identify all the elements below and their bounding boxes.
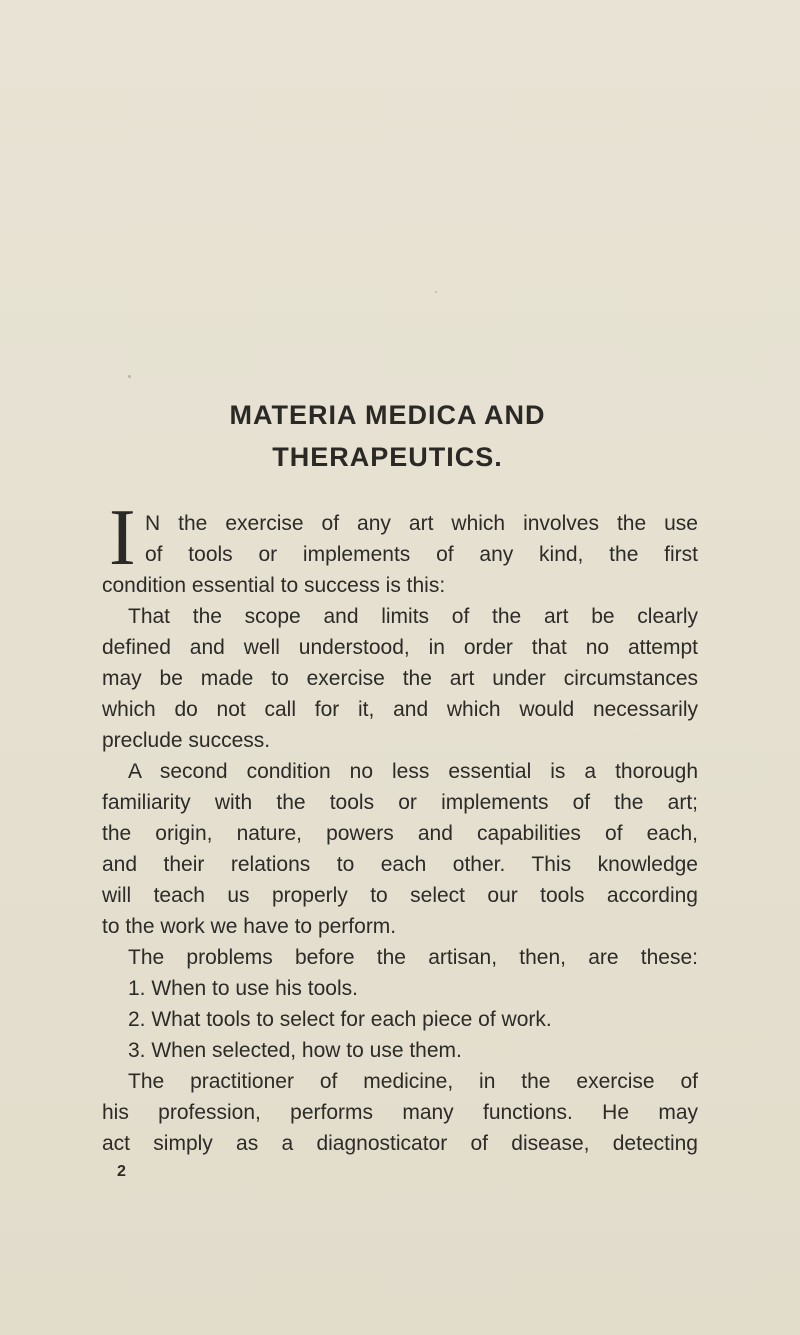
list-item: 3. When selected, how to use them. [128, 1039, 462, 1062]
text-line: condition essential to success is this: [102, 574, 446, 597]
text-line: The problems before the artisan, then, are these: [128, 946, 698, 969]
text-line: act simply as a diagnosticator of disease, detecting [102, 1132, 698, 1155]
text-line: familiarity with the tools or implements of the art; [102, 791, 698, 814]
text-line: That the scope and limits of the art be clearly [128, 605, 698, 628]
list-item: 2. What tools to select for each piece of work. [128, 1008, 552, 1031]
text-line: the origin, nature, powers and capabilities of each, [102, 822, 698, 845]
text-line: which do not call for it, and which would necessarily [102, 698, 698, 721]
text-line: his profession, performs many functions. He may [102, 1101, 698, 1124]
chapter-title-line-1: MATERIA MEDICA AND [229, 400, 546, 430]
list-item: 1. When to use his tools. [128, 977, 358, 1000]
text-line: may be made to exercise the art under circumstances [102, 667, 698, 690]
text-line: preclude success. [102, 729, 271, 752]
text-line: and their relations to each other. This knowledge [102, 853, 698, 876]
text-line: of tools or implements of any kind, the first [145, 543, 698, 566]
chapter-title-line-2: THERAPEUTICS. [272, 442, 503, 472]
text-line: A second condition no less essential is a thorough [128, 760, 698, 783]
signature-mark: 2 [117, 1163, 126, 1180]
text-line: N the exercise of any art which involves the use [145, 512, 698, 535]
drop-cap: I [109, 494, 136, 582]
text-line: will teach us properly to select our tools according [102, 884, 698, 907]
text-line: to the work we have to perform. [102, 915, 397, 938]
text-line: The practitioner of medicine, in the exercise of [128, 1070, 698, 1093]
text-line: defined and well understood, in order that no attempt [102, 636, 698, 659]
paper-speck [128, 375, 131, 378]
paper-speck [435, 291, 437, 293]
